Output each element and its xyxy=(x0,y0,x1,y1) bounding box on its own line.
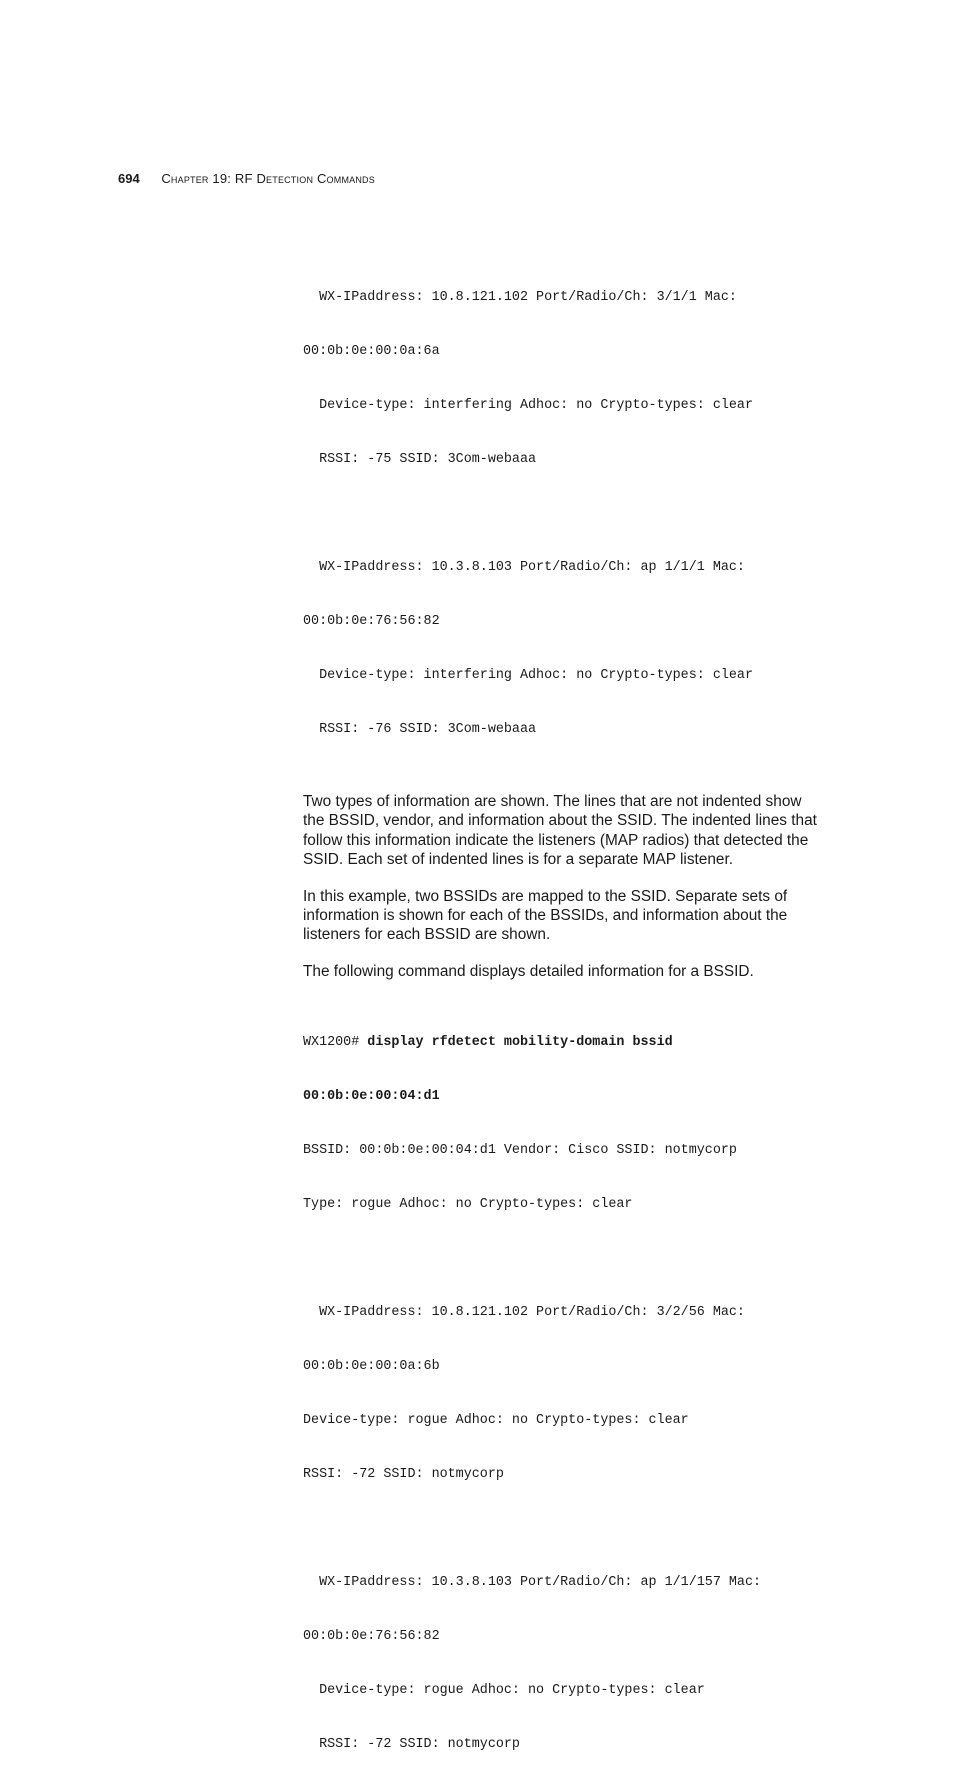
command-argument: 00:0b:0e:00:04:d1 xyxy=(303,1089,440,1105)
code-line: 00:0b:0e:00:0a:6b xyxy=(303,1359,440,1375)
chapter-title: Chapter 19: RF Detection Commands xyxy=(161,171,375,186)
paragraph-example: In this example, two BSSIDs are mapped to the SSID. Separate sets of information is shown for each of the BSSIDs, and information about the listeners for each BSSID are shown. xyxy=(303,887,788,944)
code-line: Device-type: rogue Adhoc: no Crypto-types: clear xyxy=(303,1413,689,1429)
code-line: 00:0b:0e:76:56:82 xyxy=(303,614,440,629)
code-line: Device-type: rogue Adhoc: no Crypto-types: clear xyxy=(303,1683,705,1699)
code-line: RSSI: -72 SSID: notmycorp xyxy=(303,1467,504,1483)
code-line: Device-type: interfering Adhoc: no Crypto-types: clear xyxy=(303,398,753,413)
command-prompt: WX1200# xyxy=(303,1035,368,1051)
page-content xyxy=(303,253,823,1790)
code-line: RSSI: -76 SSID: 3Com-webaaa xyxy=(303,722,537,737)
command-text: display rfdetect mobility-domain bssid xyxy=(367,1035,673,1051)
code-block-bssid-command xyxy=(303,998,823,1790)
code-line: Device-type: interfering Adhoc: no Crypto-types: clear xyxy=(303,668,753,683)
code-line: 00:0b:0e:00:0a:6a xyxy=(303,344,440,359)
paragraph-following-command: The following command displays detailed information for a BSSID. xyxy=(303,962,754,980)
code-blank-line xyxy=(303,505,823,523)
code-line: Type: rogue Adhoc: no Crypto-types: clear xyxy=(303,1197,633,1213)
code-line: 00:0b:0e:76:56:82 xyxy=(303,1629,440,1645)
code-blank-line xyxy=(303,1520,823,1538)
command-line xyxy=(303,1034,823,1052)
page-number: 694 xyxy=(118,171,140,186)
paragraph-information-types: Two types of information are shown. The lines that are not indented show the BSSID, vendor, and information about the SSID. The indented lines that follow this information indicate the listeners (MAP radios) that detected the SSID. Each set of indented lines is for a separate MAP listener. xyxy=(303,793,817,869)
code-line: WX-IPaddress: 10.3.8.103 Port/Radio/Ch: ap 1/1/157 Mac: xyxy=(303,1575,762,1591)
code-blank-line xyxy=(303,1250,823,1268)
code-line: RSSI: -72 SSID: notmycorp xyxy=(303,1737,520,1753)
code-block-listener-output xyxy=(303,253,823,775)
running-header xyxy=(118,171,375,186)
code-line: WX-IPaddress: 10.8.121.102 Port/Radio/Ch: 3/2/56 Mac: xyxy=(303,1305,745,1321)
code-line: BSSID: 00:0b:0e:00:04:d1 Vendor: Cisco SSID: notmycorp xyxy=(303,1143,737,1159)
code-line: RSSI: -75 SSID: 3Com-webaaa xyxy=(303,452,537,467)
code-line: WX-IPaddress: 10.3.8.103 Port/Radio/Ch: ap 1/1/1 Mac: xyxy=(303,560,745,575)
code-line: WX-IPaddress: 10.8.121.102 Port/Radio/Ch: 3/1/1 Mac: xyxy=(303,290,737,305)
